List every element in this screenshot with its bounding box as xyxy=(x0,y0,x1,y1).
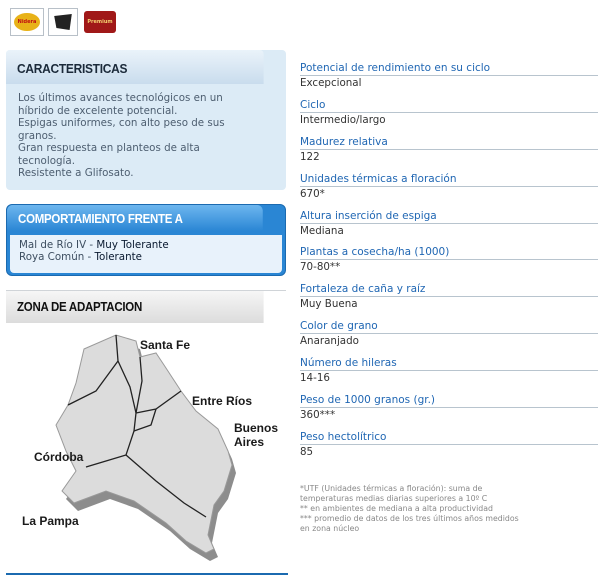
spec-label: Color de grano xyxy=(300,320,598,334)
brand-logo-1: Nidera xyxy=(10,8,44,36)
caracteristicas-body xyxy=(6,84,286,188)
footnote-line: en zona núcleo xyxy=(300,524,360,533)
spec-label: Madurez relativa xyxy=(300,136,598,150)
disease-name: Roya Común xyxy=(19,251,85,263)
spec-label: Ciclo xyxy=(300,99,598,113)
map-landmass xyxy=(56,335,232,553)
spec-item xyxy=(300,320,598,357)
comportamiento-row: Mal de Río IV - Muy Tolerante xyxy=(19,239,169,251)
spec-label: Peso de 1000 granos (gr.) xyxy=(300,394,598,408)
caracteristica-line: Gran respuesta en planteos de alta tecnología. xyxy=(18,142,200,167)
spec-item xyxy=(300,431,598,468)
footnote-line: ** en ambientes de mediana a alta productividad xyxy=(300,504,493,513)
comportamiento-row: Roya Común - Tolerante xyxy=(19,251,142,263)
disease-name: Mal de Río IV xyxy=(19,239,87,251)
caracteristicas-title: CARACTERISTICAS xyxy=(6,50,264,84)
spec-value: 360*** xyxy=(300,409,336,422)
province-label-la-pampa: La Pampa xyxy=(22,514,79,528)
brand-logo-3: Premium xyxy=(82,8,118,36)
disease-rating: Tolerante xyxy=(94,251,142,263)
comportamiento-title: COMPORTAMIENTO FRENTE A xyxy=(7,205,263,231)
zona-panel xyxy=(6,290,286,574)
spec-value: Excepcional xyxy=(300,77,362,89)
province-label-entre-rios: Entre Ríos xyxy=(192,394,253,408)
spec-item xyxy=(300,283,598,320)
spec-item xyxy=(300,210,598,247)
brand-logo-2 xyxy=(48,8,78,36)
spec-value: 85 xyxy=(300,445,314,458)
disease-rating: Muy Tolerante xyxy=(96,239,169,251)
footnote-line: temperaturas medias diarias superiores a 10º C xyxy=(300,494,488,503)
caracteristica-line: Los últimos avances tecnológicos en un híbrido de excelente potencial. xyxy=(18,92,223,117)
zona-title: ZONA DE ADAPTACION xyxy=(6,291,264,323)
zona-bottom-rule xyxy=(6,573,288,575)
comportamiento-panel xyxy=(6,204,286,276)
province-label-cordoba: Córdoba xyxy=(34,450,84,464)
spec-label: Altura inserción de espiga xyxy=(300,210,598,224)
spec-label: Fortaleza de caña y raíz xyxy=(300,283,598,297)
comportamiento-body xyxy=(10,235,282,273)
spec-value: Muy Buena xyxy=(300,298,358,311)
spec-label: Número de hileras xyxy=(300,357,598,371)
spec-item xyxy=(300,173,598,210)
spec-value: Mediana xyxy=(300,224,344,237)
spec-value: 70-80** xyxy=(300,261,341,274)
spec-label: Unidades térmicas a floración xyxy=(300,173,598,187)
spec-label: Plantas a cosecha/ha (1000) xyxy=(300,246,598,260)
logo-strip xyxy=(10,8,118,38)
spec-label: Peso hectolítrico xyxy=(300,431,598,445)
spec-item xyxy=(300,357,598,394)
specs-list xyxy=(300,62,598,468)
footnote-line: *UTF (Unidades térmicas a floración): suma de xyxy=(300,484,483,493)
caracteristica-line: Espigas uniformes, con alto peso de sus granos. xyxy=(18,117,225,142)
province-label-buenos-aires: Buenos Aires xyxy=(234,421,279,449)
spec-item xyxy=(300,136,598,173)
spec-item xyxy=(300,246,598,283)
spec-value: Intermedio/largo xyxy=(300,113,386,126)
spec-value: 14-16 xyxy=(300,372,330,385)
province-label-santa-fe: Santa Fe xyxy=(140,338,191,352)
footnotes xyxy=(300,484,590,534)
caracteristica-line: Resistente a Glifosato. xyxy=(18,167,134,179)
spec-value: 122 xyxy=(300,150,320,163)
spec-value: Anaranjado xyxy=(300,335,359,348)
footnote-line: *** promedio de datos de los tres últimos años medidos xyxy=(300,514,519,523)
spec-item xyxy=(300,394,598,431)
spec-label: Potencial de rendimiento en su ciclo xyxy=(300,62,598,76)
spec-value: 670* xyxy=(300,187,325,200)
caracteristicas-panel xyxy=(6,50,286,190)
spec-item xyxy=(300,62,598,99)
spec-item xyxy=(300,99,598,136)
